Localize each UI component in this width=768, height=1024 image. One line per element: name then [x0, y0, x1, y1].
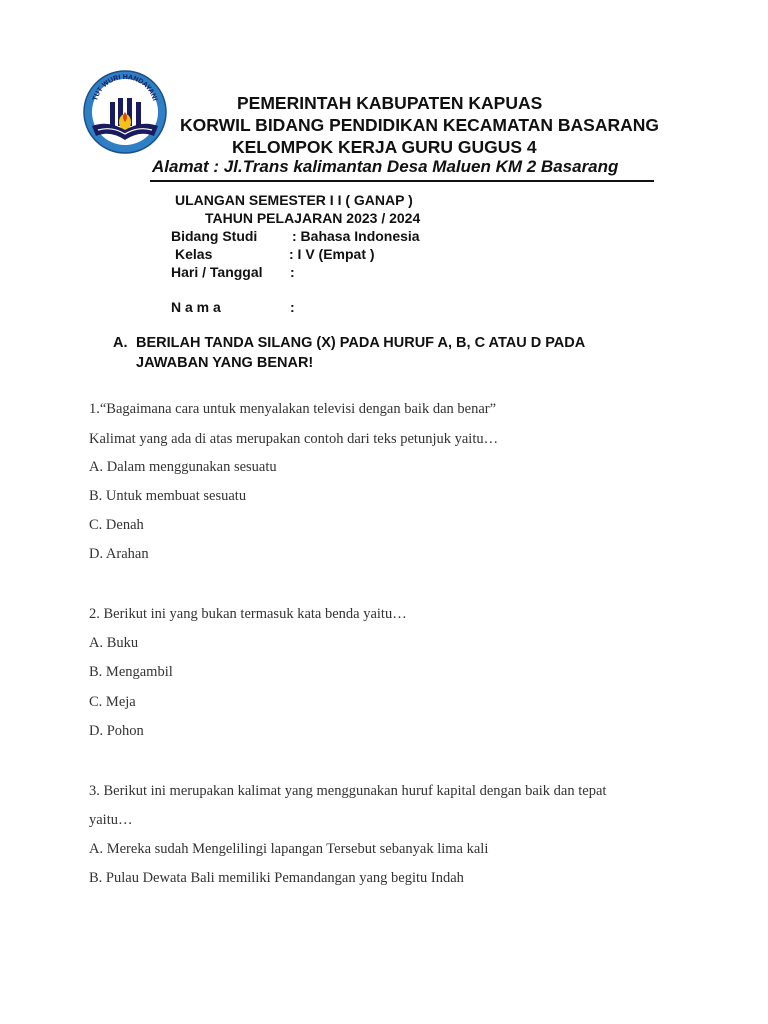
question-2-option-c: C. Meja: [89, 694, 136, 710]
exam-year: TAHUN PELAJARAN 2023 / 2024: [205, 210, 421, 226]
question-3-text: 3. Berikut ini merupakan kalimat yang menggunakan huruf kapital dengan baik dan tepat: [89, 783, 607, 799]
question-2-option-a: A. Buku: [89, 635, 139, 651]
exam-title: ULANGAN SEMESTER I I ( GANAP ): [175, 192, 413, 208]
question-2-text: 2. Berikut ini yang bukan termasuk kata benda yaitu…: [89, 606, 407, 622]
question-1-option-d: D. Arahan: [89, 546, 149, 562]
header-line-2: KORWIL BIDANG PENDIDIKAN KECAMATAN BASARANG: [180, 115, 659, 135]
question-1-text: 1.“Bagaimana cara untuk menyalakan televisi dengan baik dan benar”: [89, 401, 497, 417]
date-label: Hari / Tanggal: [171, 264, 263, 280]
question-2-option-d: D. Pohon: [89, 723, 144, 739]
name-label: N a m a: [171, 299, 221, 315]
question-2-option-b: B. Mengambil: [89, 664, 173, 680]
header-rule: [150, 180, 654, 182]
date-value: :: [290, 264, 295, 280]
question-1-option-a: A. Dalam menggunakan sesuatu: [89, 459, 277, 475]
question-1-text-2: Kalimat yang ada di atas merupakan contoh dari teks petunjuk yaitu…: [89, 431, 499, 447]
question-3-option-a: A. Mereka sudah Mengelilingi lapangan Tersebut sebanyak lima kali: [89, 841, 489, 857]
section-a-line-2: JAWABAN YANG BENAR!: [136, 355, 314, 371]
name-value: :: [290, 299, 295, 315]
section-a-line-1: BERILAH TANDA SILANG (X) PADA HURUF A, B, C ATAU D PADA: [136, 335, 586, 351]
question-3-option-b: B. Pulau Dewata Bali memiliki Pemandangan yang begitu Indah: [89, 870, 464, 886]
subject-label: Bidang Studi: [171, 228, 258, 244]
question-1-option-c: C. Denah: [89, 517, 144, 533]
header-address: Alamat : Jl.Trans kalimantan Desa Maluen KM 2 Basarang: [152, 157, 619, 176]
logo-motto: TUT WURI HANDAYANI: [92, 73, 158, 102]
class-label: Kelas: [175, 246, 213, 262]
class-value: : I V (Empat ): [289, 246, 375, 262]
question-3-text-2: yaitu…: [89, 812, 133, 828]
header-line-3: KELOMPOK KERJA GURU GUGUS 4: [232, 137, 537, 157]
question-1-option-b: B. Untuk membuat sesuatu: [89, 488, 247, 504]
header-line-1: PEMERINTAH KABUPATEN KAPUAS: [237, 93, 543, 113]
section-a-letter: A.: [113, 335, 128, 351]
tut-wuri-handayani-logo: [82, 68, 168, 160]
subject-value: : Bahasa Indonesia: [292, 228, 420, 244]
